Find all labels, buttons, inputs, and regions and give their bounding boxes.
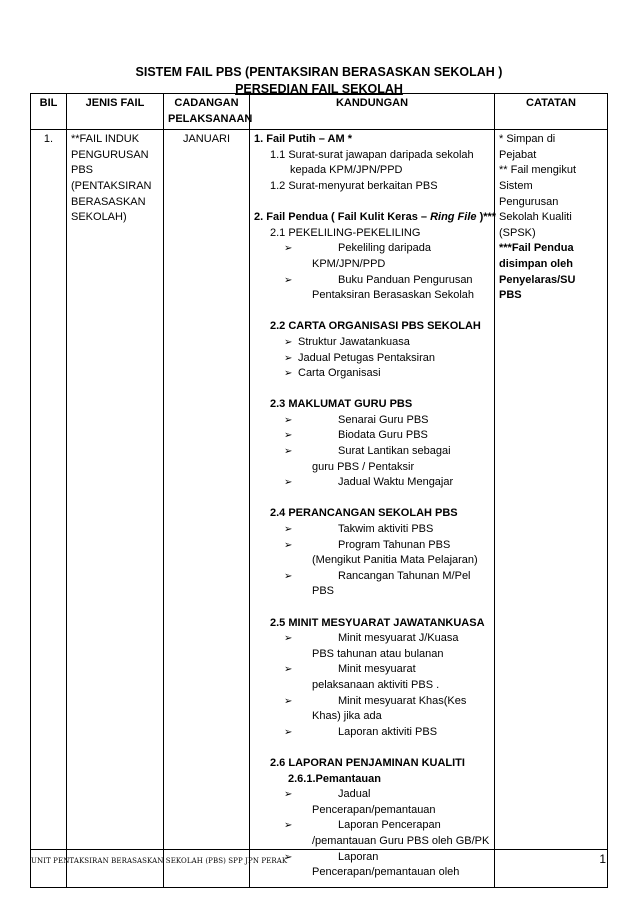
- page-footer: UNIT PENTAKSIRAN BERASASKAN SEKOLAH (PBS) SPP JPN PERAK: [31, 857, 288, 865]
- list-item: Laporan aktiviti PBS: [338, 725, 438, 738]
- cell-bil: 1.: [31, 130, 67, 888]
- jenis-line: SEKOLAH): [71, 211, 127, 224]
- arrow-bullet-icon: ➢: [284, 368, 293, 380]
- list-item: Biodata Guru PBS: [338, 429, 428, 442]
- catatan-line: Pejabat: [499, 148, 537, 161]
- section-2-heading: [254, 210, 497, 226]
- subsection-2-6: 2.6 LAPORAN PENJAMINAN KUALITI: [270, 756, 465, 769]
- list-item-cont: Pentaksiran Berasaskan Sekolah: [312, 289, 475, 302]
- list-item-cont: PBS: [312, 585, 335, 598]
- list-item: Minit mesyuarat J/Kuasa: [338, 632, 459, 645]
- section-2-suffix: )***: [476, 211, 497, 224]
- arrow-bullet-icon: ➢: [284, 789, 293, 801]
- list-item-cont: PBS tahunan atau bulanan: [312, 647, 444, 660]
- list-item: Jadual Petugas Pentaksiran: [298, 351, 435, 364]
- arrow-bullet-icon: ➢: [284, 477, 293, 489]
- item-1-2: 1.2 Surat-menyurat berkaitan PBS: [270, 179, 438, 192]
- list-item: Laporan: [338, 850, 379, 863]
- page-number: 1: [599, 852, 606, 866]
- arrow-bullet-icon: ➢: [284, 695, 293, 707]
- cell-cadangan: JANUARI: [164, 130, 250, 888]
- list-item-cont: Pencerapan/pemantauan oleh: [312, 866, 460, 879]
- list-item-cont: /pemantauan Guru PBS oleh GB/PK: [312, 834, 490, 847]
- catatan-line: * Simpan di: [499, 133, 556, 146]
- footer-divider: [30, 849, 607, 850]
- arrow-bullet-icon: ➢: [284, 446, 293, 458]
- cell-jenis-fail: [67, 130, 164, 888]
- subsection-2-2: 2.2 CARTA ORGANISASI PBS SEKOLAH: [270, 320, 481, 333]
- item-1-1: 1.1 Surat-surat jawapan daripada sekolah: [270, 148, 474, 161]
- header-bil: BIL: [31, 94, 67, 130]
- header-catatan: CATATAN: [495, 94, 608, 130]
- catatan-bold-line: disimpan oleh: [499, 257, 573, 270]
- arrow-bullet-icon: ➢: [284, 726, 293, 738]
- list-item: Carta Organisasi: [298, 367, 381, 380]
- cell-catatan: [495, 130, 608, 888]
- arrow-bullet-icon: ➢: [284, 430, 293, 442]
- list-item-cont: guru PBS / Pentaksir: [312, 460, 415, 473]
- list-item: Senarai Guru PBS: [338, 413, 429, 426]
- catatan-bold-line: Penyelaras/SU: [499, 273, 576, 286]
- list-item-cont: pelaksanaan aktiviti PBS .: [312, 678, 440, 691]
- catatan-bold-line: ***Fail Pendua: [499, 242, 574, 255]
- list-item: Buku Panduan Pengurusan: [338, 273, 473, 286]
- list-item: Rancangan Tahunan M/Pel: [338, 569, 471, 582]
- arrow-bullet-icon: ➢: [284, 820, 293, 832]
- cell-kandungan: [250, 130, 495, 888]
- arrow-bullet-icon: ➢: [284, 570, 293, 582]
- header-kandungan: KANDUNGAN: [250, 94, 495, 130]
- arrow-bullet-icon: ➢: [284, 633, 293, 645]
- list-item: Jadual Waktu Mengajar: [338, 476, 454, 489]
- jenis-line: (PENTAKSIRAN: [71, 179, 152, 192]
- header-cadangan-line1: CADANGAN: [174, 97, 239, 109]
- header-cadangan-line2: PELAKSANAAN: [168, 112, 253, 125]
- catatan-line: ** Fail mengikut: [499, 164, 577, 177]
- list-item-cont: Khas) jika ada: [312, 710, 382, 723]
- list-item-cont: KPM/JPN/PPD: [312, 257, 386, 270]
- item-1-1-cont: kepada KPM/JPN/PPD: [290, 164, 403, 177]
- arrow-bullet-icon: ➢: [284, 243, 293, 255]
- list-item: Struktur Jawatankuasa: [298, 335, 410, 348]
- arrow-bullet-icon: ➢: [284, 851, 293, 863]
- subsection-2-3: 2.3 MAKLUMAT GURU PBS: [270, 398, 413, 411]
- section-2-text: 2. Fail Pendua ( Fail Kulit Keras –: [254, 211, 431, 224]
- arrow-bullet-icon: ➢: [284, 539, 293, 551]
- arrow-bullet-icon: ➢: [284, 414, 293, 426]
- list-item: Surat Lantikan sebagai: [338, 445, 451, 458]
- ring-file-text: Ring File: [430, 211, 477, 224]
- table-row: [31, 130, 608, 888]
- subsection-2-5: 2.5 MINIT MESYUARAT JAWATANKUASA: [270, 616, 485, 629]
- list-item-cont: (Mengikut Panitia Mata Pelajaran): [312, 554, 478, 567]
- list-item: Program Tahunan PBS: [338, 538, 451, 551]
- table-header-row: [31, 94, 608, 130]
- jenis-line: BERASASKAN: [71, 195, 146, 208]
- document-title: SISTEM FAIL PBS (PENTAKSIRAN BERASASKAN SEKOLAH ): [135, 65, 503, 79]
- arrow-bullet-icon: ➢: [284, 352, 293, 364]
- file-system-table: [30, 93, 608, 888]
- subsection-2-1: 2.1 PEKELILING-PEKELILING: [270, 226, 421, 239]
- list-item: Pekeliling daripada: [338, 242, 431, 255]
- subsection-2-6-1: 2.6.1.Pemantauan: [288, 772, 381, 785]
- arrow-bullet-icon: ➢: [284, 336, 293, 348]
- jenis-line: **FAIL INDUK: [71, 133, 140, 146]
- list-item: Jadual: [338, 788, 371, 801]
- list-item: Takwim aktiviti PBS: [338, 523, 434, 536]
- header-jenis-fail: JENIS FAIL: [67, 94, 164, 130]
- list-item: Laporan Pencerapan: [338, 819, 441, 832]
- list-item-cont: Pencerapan/pemantauan: [312, 803, 436, 816]
- catatan-line: Sistem: [499, 179, 533, 192]
- subsection-2-4: 2.4 PERANCANGAN SEKOLAH PBS: [270, 507, 458, 520]
- catatan-line: Pengurusan: [499, 195, 559, 208]
- arrow-bullet-icon: ➢: [284, 664, 293, 676]
- section-1-heading: 1. Fail Putih – AM *: [254, 133, 352, 146]
- header-cadangan: [164, 94, 253, 130]
- document-subtitle-text: PERSEDIAN FAIL SEKOLAH: [235, 82, 403, 96]
- catatan-bold-line: PBS: [499, 289, 522, 302]
- list-item: Minit mesyuarat: [338, 663, 416, 676]
- catatan-line: (SPSK): [499, 226, 536, 239]
- arrow-bullet-icon: ➢: [284, 524, 293, 536]
- jenis-line: PBS: [71, 164, 94, 177]
- list-item: Minit mesyuarat Khas(Kes: [338, 694, 467, 707]
- arrow-bullet-icon: ➢: [284, 274, 293, 286]
- catatan-line: Sekolah Kualiti: [499, 211, 572, 224]
- jenis-line: PENGURUSAN: [71, 148, 149, 161]
